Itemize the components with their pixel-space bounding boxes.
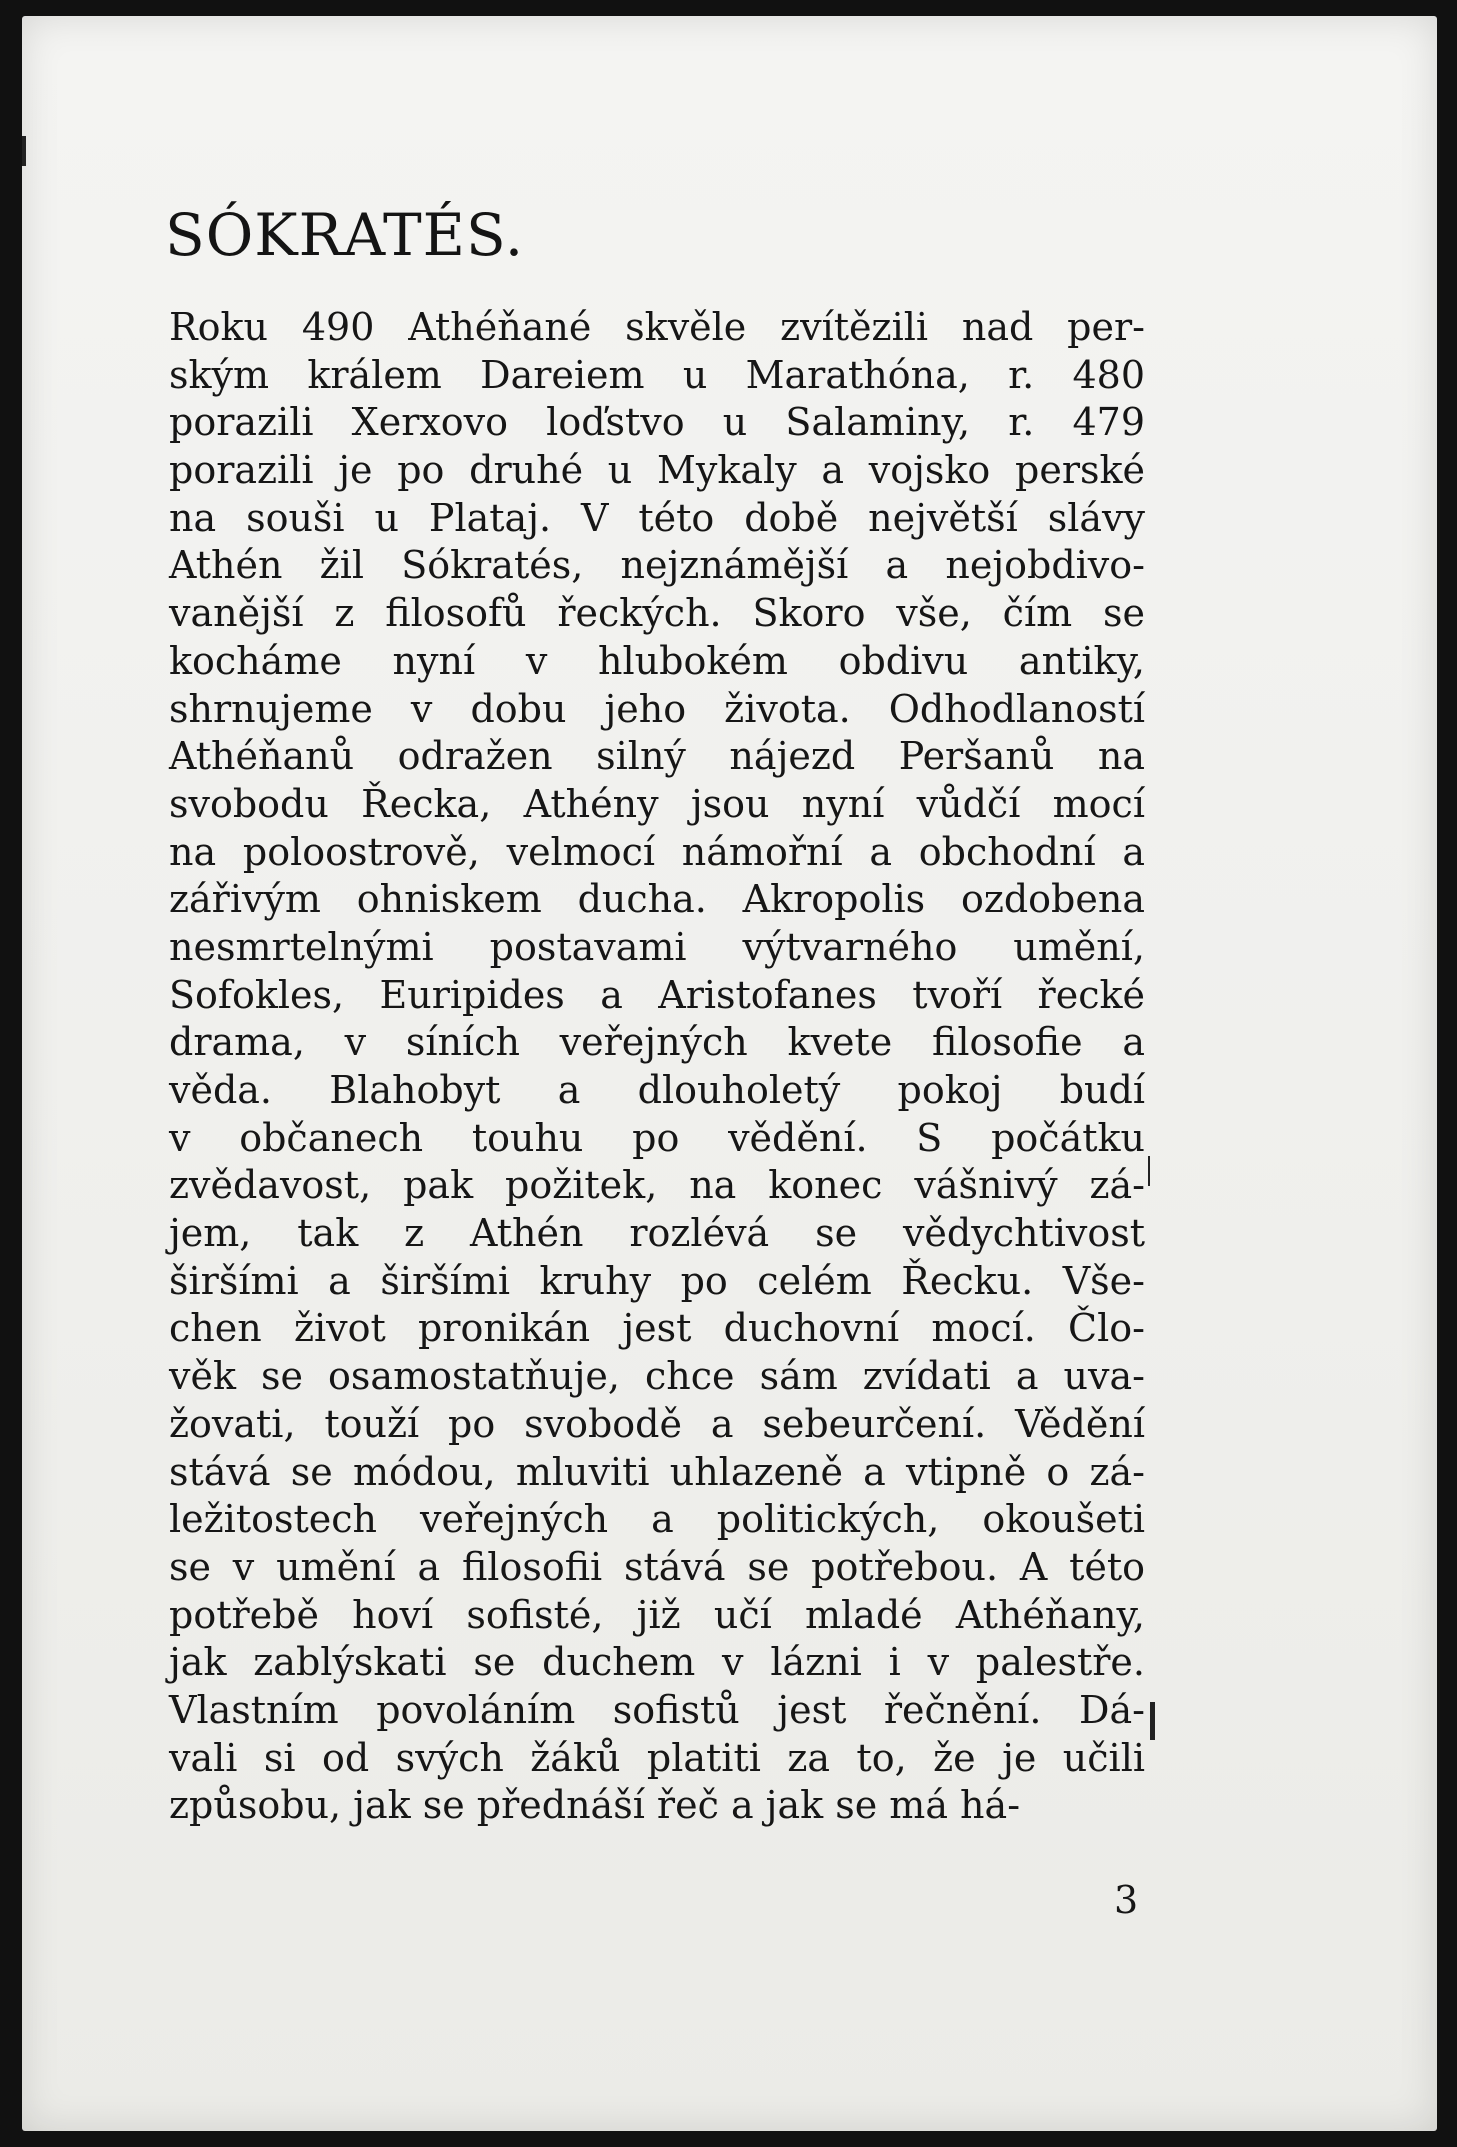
print-mark (22, 136, 26, 166)
text-line: se v umění a filosofii stává se potřebou. A této (169, 1544, 1145, 1589)
text-line: širšími a širšími kruhy po celém Řecku. Vše- (169, 1258, 1145, 1303)
text-line: jak zablýskati se duchem v lázni i v palestře. (169, 1640, 1145, 1685)
text-line: zvědavost, pak požitek, na konec vášnivý zá- (169, 1163, 1145, 1208)
text-line: porazili je po druhé u Mykaly a vojsko perské (169, 448, 1145, 493)
text-line: zářivým ohniskem ducha. Akropolis ozdobena (169, 877, 1145, 922)
text-line: ským králem Dareiem u Marathóna, r. 480 (169, 352, 1145, 397)
text-line: porazili Xerxovo loďstvo u Salaminy, r. 479 (169, 400, 1145, 445)
text-line: Athéňanů odražen silný nájezd Peršanů na (169, 734, 1145, 779)
text-line: kocháme nyní v hlubokém obdivu antiky, (169, 638, 1145, 683)
text-line: věk se osamostatňuje, chce sám zvídati a uva- (169, 1354, 1145, 1399)
text-line: způsobu, jak se přednáší řeč a jak se má há- (169, 1783, 1021, 1828)
print-mark (1148, 1156, 1150, 1186)
text-line: shrnujeme v dobu jeho života. Odhodlaností (169, 686, 1145, 731)
text-line: stává se módou, mluviti uhlazeně a vtipně o zá- (169, 1449, 1145, 1494)
text-line: vali si od svých žáků platiti za to, že je učili (169, 1735, 1145, 1780)
text-line: svobodu Řecka, Athény jsou nyní vůdčí mocí (169, 781, 1145, 826)
text-line: nesmrtelnými postavami výtvarného umění, (169, 924, 1145, 969)
text-line: v občanech touhu po vědění. S počátku (169, 1115, 1145, 1160)
text-line: věda. Blahobyt a dlouholetý pokoj budí (169, 1068, 1145, 1112)
text-line: Vlastním povoláním sofistů jest řečnění. Dá- (169, 1687, 1145, 1732)
text-line: jem, tak z Athén rozlévá se vědychtivost (169, 1211, 1145, 1256)
chapter-title: SÓKRATÉS. (165, 201, 525, 269)
text-line: vanější z filosofů řeckých. Skoro vše, čím se (169, 591, 1145, 636)
text-line: chen život pronikán jest duchovní mocí. Člo- (169, 1306, 1145, 1351)
text-line: na souši u Plataj. V této době největší slávy (169, 495, 1145, 540)
text-line: Athén žil Sókratés, nejznámější a nejobdivo- (169, 543, 1145, 588)
body-text (169, 304, 1145, 1830)
text-line: drama, v síních veřejných kvete filosofie a (169, 1020, 1145, 1065)
text-line: Sofokles, Euripides a Aristofanes tvoří řecké (169, 972, 1145, 1017)
book-page (22, 16, 1437, 2131)
page-number: 3 (1114, 1878, 1139, 1922)
text-line: ležitostech veřejných a politických, okoušeti (169, 1497, 1145, 1542)
print-mark (1150, 1702, 1155, 1740)
text-line: Roku 490 Athéňané skvěle zvítězili nad per- (169, 305, 1145, 349)
text-line: potřebě hoví sofisté, již učí mladé Athéňany, (169, 1592, 1145, 1637)
text-line: žovati, touží po svobodě a sebeurčení. Vědění (169, 1401, 1145, 1446)
text-line: na poloostrově, velmocí námořní a obchodní a (169, 829, 1145, 874)
